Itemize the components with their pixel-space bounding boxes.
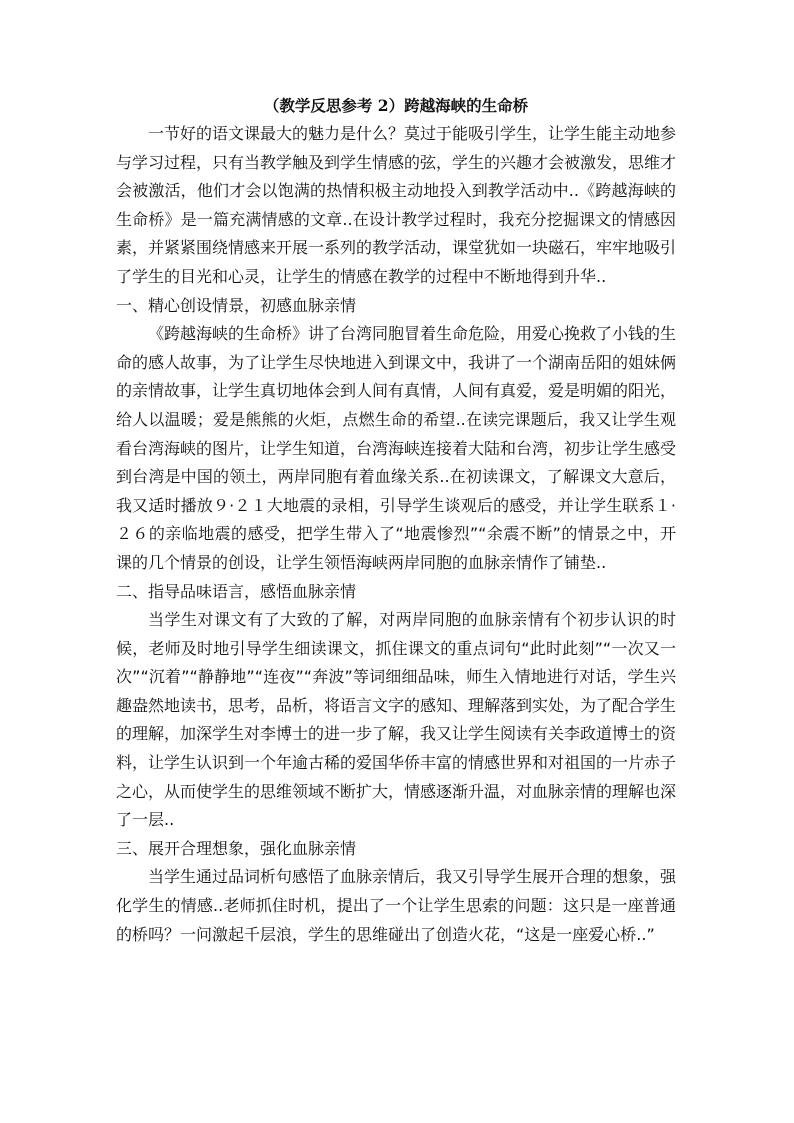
section-3-paragraph: 当学生通过品词析句感悟了血脉亲情后，我又引导学生展开合理的想象，强化学生的情感..老师抓住时机，提出了一个让学生思索的问题：这只是一座普通的桥吗？一问激起千层浪，学生的思维碰出了创造火花，“这是一座爱心桥..” [116,867,677,944]
section-heading-1: 一、精心创设情景，初感血脉亲情 [116,295,357,315]
document-title: （教学反思参考 2）跨越海峡的生命桥 [263,96,529,115]
section-heading-3: 三、展开合理想象，强化血脉亲情 [116,838,357,858]
section-2-paragraph: 当学生对课文有了大致的了解，对两岸同胞的血脉亲情有个初步认识的时候，老师及时地引导学生细读课文，抓住课文的重点词句“此时此刻”“一次又一次”“沉着”“静静地”“连夜”“奔波”等词细细品味，师生入情地进行对话，学生兴趣盎然地读书，思考，品析，将语言文字的感知、理解落到实处，为了配合学生的理解，加深学生对李博士的进一步了解，我又让学生阅读有关李政道博士的资料，让学生认识到一个年逾古稀的爱国华侨丰富的情感世界和对祖国的一片赤子之心，从而使学生的思维领域不断扩大，情感逐渐升温，对血脉亲情的理解也深了一层.. [116,610,677,830]
document-page [116,92,676,949]
section-1-paragraph: 《跨越海峡的生命桥》讲了台湾同胞冒着生命危险，用爱心挽救了小钱的生命的感人故事，为了让学生尽快地进入到课文中，我讲了一个湖南岳阳的姐妹俩的亲情故事，让学生真切地体会到人间有真情，人间有真爱，爱是明媚的阳光，给人以温暖；爱是熊熊的火炬，点燃生命的希望..在读完课题后，我又让学生观看台湾海峡的图片，让学生知道，台湾海峡连接着大陆和台湾，初步让学生感受到台湾是中国的领土，两岸同胞有着血缘关系..在初读课文，了解课文大意后，我又适时播放９·２１大地震的录相，引导学生谈观后的感受，并让学生联系１·２６的亲临地震的感受，把学生带入了“地震惨烈”“余震不断”的情景之中，开课的几个情景的创设，让学生领悟海峡两岸同胞的血脉亲情作了铺垫.. [116,324,677,572]
section-heading-2: 二、指导品味语言，感悟血脉亲情 [116,581,357,601]
intro-paragraph: 一节好的语文课最大的魅力是什么？莫过于能吸引学生，让学生能主动地参与学习过程，只有当教学触及到学生情感的弦，学生的兴趣才会被激发，思维才会被激活，他们才会以饱满的热情积极主动地投入到教学活动中..《跨越海峡的生命桥》是一篇充满情感的文章..在设计教学过程时，我充分挖掘课文的情感因素，并紧紧围绕情感来开展一系列的教学活动，课堂犹如一块磁石，牢牢地吸引了学生的目光和心灵，让学生的情感在教学的过程中不断地得到升华.. [116,124,677,286]
